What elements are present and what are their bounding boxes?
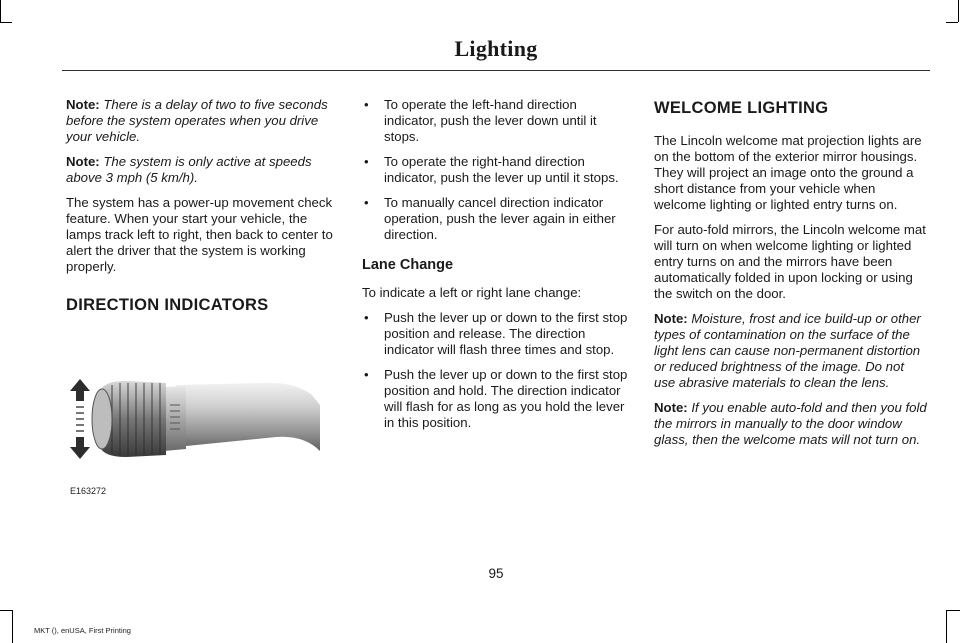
paragraph-power-up: The system has a power-up movement check feature. When your start your vehicle, the lamps track left to right, then back to center to alert the driver that the system is working properly. (66, 195, 333, 274)
note-label: Note: (66, 154, 100, 169)
list-item (362, 310, 632, 358)
note-speed (66, 154, 338, 186)
list-item-text: To operate the right-hand direction indicator, push the lever up until it stops. (384, 154, 619, 185)
crop-mark-bottom-left-h (0, 610, 12, 611)
paragraph-welcome-mat: The Lincoln welcome mat projection lights are on the bottom of the exterior mirror housings. They will project an image onto the ground a short distance from your vehicle when welcome lighting or lighted entry turns on. (654, 133, 922, 212)
bullet-list-lane-change (362, 310, 632, 431)
turn-signal-lever-icon (66, 365, 320, 500)
note-text: If you enable auto-fold and then you fold the mirrors in manually to the door window glass, then the welcome mats will not turn on. (654, 400, 927, 447)
list-item (362, 154, 632, 186)
note-label: Note: (654, 311, 688, 326)
list-item (362, 97, 632, 145)
bullet-list-direction (362, 97, 632, 243)
note-delay (66, 97, 338, 145)
footer-printing-code: MKT (), enUSA, First Printing (34, 626, 131, 635)
note-text: Moisture, frost and ice build-up or other types of contamination on the surface of the light lens can cause non-permanent distortion or reduced brightness of the image. Do not use abrasive materials to clean the lens. (654, 311, 921, 390)
bullet: • (364, 367, 369, 382)
bullet: • (364, 310, 369, 325)
column-left (66, 97, 338, 313)
note-text: The system is only active at speeds above 3 mph (5 km/h). (66, 154, 312, 185)
crop-mark-top-left (0, 0, 1, 22)
figure-code: E163272 (70, 486, 107, 496)
crop-mark-bottom-right-h (946, 610, 960, 611)
note-text: There is a delay of two to five seconds before the system operates when you drive your vehicle. (66, 97, 328, 144)
paragraph-auto-fold: For auto-fold mirrors, the Lincoln welcome mat will turn on when welcome lighting or lighted entry turns on and the mirrors have been automatically folded in upon locking or using the switch on the door. (654, 222, 926, 301)
bullet: • (364, 154, 369, 169)
subheading-lane-change: Lane Change (362, 257, 454, 273)
note-contamination (654, 311, 928, 391)
note-label: Note: (66, 97, 100, 112)
paragraph-lane-change-intro: To indicate a left or right lane change: (362, 285, 582, 300)
note-manual-fold (654, 400, 928, 448)
crop-mark-bottom-left (12, 610, 13, 643)
crop-mark-top-right-h (946, 22, 958, 23)
crop-mark-top-right (958, 0, 959, 22)
list-item-text: Push the lever up or down to the first stop position and release. The direction indicator will flash three times and stop. (384, 310, 628, 357)
bullet: • (364, 97, 369, 112)
list-item-text: To operate the left-hand direction indicator, push the lever down until it stops. (384, 97, 597, 144)
list-item-text: To manually cancel direction indicator operation, push the lever again in either direction. (384, 195, 616, 242)
list-item (362, 367, 632, 431)
crop-mark-bottom-right (946, 610, 947, 643)
page-title: Lighting (454, 36, 538, 61)
bullet: • (364, 195, 369, 210)
section-heading-direction-indicators: DIRECTION INDICATORS (66, 296, 269, 314)
header-rule (62, 70, 930, 71)
page-number: 95 (488, 566, 504, 581)
column-middle (362, 97, 632, 440)
crop-mark-top-left-h (0, 22, 12, 23)
column-right (654, 97, 928, 457)
list-item (362, 195, 632, 243)
list-item-text: Push the lever up or down to the first stop position and hold. The direction indicator will flash for as long as you hold the lever in this position. (384, 367, 628, 430)
note-label: Note: (654, 400, 688, 415)
section-heading-welcome-lighting: WELCOME LIGHTING (654, 99, 829, 117)
